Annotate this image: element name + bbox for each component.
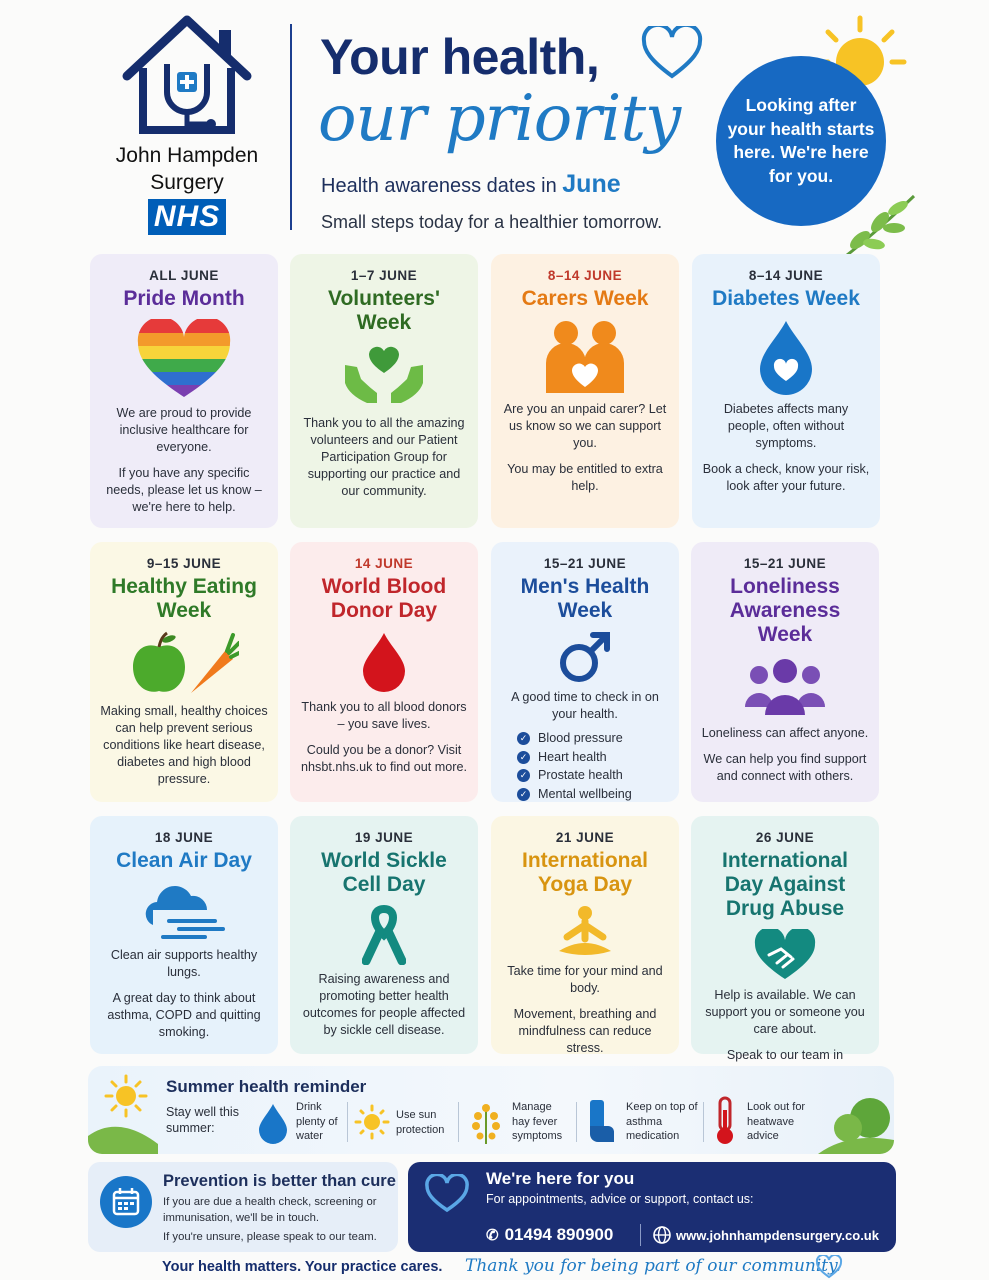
card-clean-air-day	[90, 816, 278, 1054]
divider	[703, 1102, 704, 1142]
thermometer-icon	[712, 1096, 738, 1146]
checklist-item: ✓ Heart health	[517, 748, 669, 767]
welcome-circle: Looking after your health starts here. We're here for you.	[716, 56, 886, 226]
card-title: International Day Against Drug Abuse	[721, 849, 848, 920]
card-date: 19 JUNE	[354, 830, 414, 845]
card-text: Raising awareness and promoting better health outcomes for people affected by sickle cell disease.	[302, 972, 466, 1037]
card-date: 21 JUNE	[555, 830, 615, 845]
card-title: Loneliness Awareness Week	[729, 575, 841, 646]
card-text: Could you be a donor? Visit nhsbt.nhs.uk to find out more.	[301, 743, 467, 774]
title-line2: our priority	[318, 82, 681, 156]
footer-thanks: Thank you for being part of our community.	[465, 1256, 841, 1276]
carers-icon	[540, 319, 630, 395]
globe-icon	[652, 1225, 672, 1245]
prevention-line: If you're unsure, please speak to our team.	[163, 1231, 377, 1243]
people-group-icon	[743, 657, 827, 717]
pollen-icon	[466, 1100, 506, 1144]
card-text: Clean air supports healthy lungs.	[110, 948, 258, 979]
prevention-line: If you are due a health check, screening or immunisation, we'll be in touch.	[163, 1196, 377, 1224]
contact-body: For appointments, advice or support, contact us:	[486, 1192, 754, 1206]
card-body	[100, 703, 268, 788]
divider	[347, 1102, 348, 1142]
blood-drop-icon	[359, 631, 409, 693]
summer-subtitle: Stay well this summer:	[166, 1105, 239, 1135]
card-mens-health-week	[491, 542, 679, 802]
card-title: Healthy Eating Week	[111, 575, 257, 622]
water-drop-icon	[256, 1102, 290, 1144]
card-date: 1–7 JUNE	[350, 268, 418, 283]
card-carers-week	[491, 254, 679, 528]
card-text: Making small, healthy choices can help prevent serious conditions like heart disease, diabetes and high blood pressure.	[100, 704, 268, 786]
card-world-sickle-cell-day	[290, 816, 478, 1054]
card-date: 9–15 JUNE	[146, 556, 222, 571]
card-date: 8–14 JUNE	[547, 268, 623, 283]
card-text: Diabetes affects many people, often without symptoms.	[723, 402, 849, 450]
hands-heart-icon	[339, 343, 429, 409]
heart-outline-icon	[640, 26, 704, 80]
handshake-heart-icon	[753, 929, 817, 981]
card-text: Movement, breathing and mindfulness can reduce stress.	[513, 1007, 657, 1055]
summer-item-heatwave: Look out for heatwave advice	[747, 1101, 806, 1142]
website-link[interactable]: www.johnhampdensurgery.co.uk	[676, 1228, 879, 1243]
checklist-item: ✓ Prostate health	[517, 766, 669, 785]
card-title: Carers Week	[521, 287, 649, 310]
sun-icon	[354, 1104, 390, 1140]
prevention-title: Prevention is better than cure	[163, 1172, 396, 1190]
card-title: Diabetes Week	[712, 287, 860, 310]
checklist-item: ✓ Blood pressure	[517, 729, 669, 748]
sun-icon	[104, 1074, 148, 1118]
card-body	[100, 405, 268, 516]
male-symbol-icon	[557, 629, 613, 685]
card-body	[501, 963, 669, 1057]
summer-title: Summer health reminder	[166, 1077, 367, 1096]
divider	[576, 1102, 577, 1142]
card-text: If you have any specific needs, please let us know – we're here to help.	[106, 466, 262, 514]
inhaler-icon	[584, 1098, 618, 1144]
hill-icon	[88, 1114, 158, 1154]
card-date: 15–21 JUNE	[543, 556, 627, 571]
card-body	[300, 971, 468, 1039]
card-text: Thank you to all the amazing volunteers and our Patient Participation Group for supporting our practice and our community.	[303, 416, 465, 498]
awareness-month: June	[562, 170, 621, 198]
prevention-body	[163, 1195, 395, 1246]
card-date: 26 JUNE	[755, 830, 815, 845]
divider	[458, 1102, 459, 1142]
card-text: Thank you to all blood donors – you save lives.	[301, 700, 467, 731]
cloud-wind-icon	[139, 881, 229, 941]
phone-number[interactable]	[486, 1225, 613, 1245]
card-title: International Yoga Day	[521, 849, 648, 896]
card-body	[300, 699, 468, 776]
card-date: 14 JUNE	[354, 556, 414, 571]
card-body	[300, 415, 468, 500]
summer-item-asthma: Keep on top of asthma medication	[626, 1101, 698, 1142]
trees-icon	[818, 1088, 894, 1154]
yoga-icon	[553, 905, 617, 957]
card-text: A good time to check in on your health.	[511, 690, 659, 721]
card-text: Help is available. We can support you or someone you care about.	[705, 988, 865, 1036]
footer-slogan: Your health matters. Your practice cares.	[162, 1259, 443, 1275]
header-divider	[290, 24, 292, 230]
card-title: World Blood Donor Day	[321, 575, 447, 622]
heart-outline-icon	[424, 1174, 470, 1214]
card-title: World Sickle Cell Day	[321, 849, 447, 896]
card-date: ALL JUNE	[149, 268, 219, 283]
card-text: Book a check, know your risk, look after your future.	[702, 462, 870, 493]
divider	[640, 1224, 641, 1246]
card-title: Men's Health Week	[520, 575, 650, 622]
card-text: You may be entitled to extra help.	[507, 462, 663, 493]
surgery-logo	[92, 14, 282, 239]
checklist	[517, 729, 669, 803]
card-date: 15–21 JUNE	[743, 556, 827, 571]
card-loneliness-awareness-week	[691, 542, 879, 802]
org-name-line2: Surgery	[150, 171, 224, 194]
card-international-yoga-day	[491, 816, 679, 1054]
card-date: 8–14 JUNE	[748, 268, 824, 283]
card-body	[702, 401, 870, 495]
phone-text: 01494 890900	[504, 1225, 614, 1244]
card-pride-month	[90, 254, 278, 528]
card-text: A great day to think about asthma, COPD and quitting smoking.	[107, 991, 261, 1039]
card-text: We are proud to provide inclusive healthcare for everyone.	[116, 406, 252, 454]
card-title: Volunteers' Week	[328, 287, 440, 334]
card-world-blood-donor-day	[290, 542, 478, 802]
phone-icon: ✆	[486, 1227, 499, 1244]
heart-outline-icon	[815, 1255, 843, 1279]
card-healthy-eating-week	[90, 542, 278, 802]
apple-carrot-icon	[129, 631, 239, 697]
card-body	[501, 401, 669, 495]
drop-heart-icon	[756, 319, 816, 395]
summer-item-water: Drink plenty of water	[296, 1101, 338, 1142]
summer-item-sun: Use sun protection	[396, 1109, 445, 1136]
house-stethoscope-icon	[117, 14, 257, 136]
ribbon-icon	[362, 905, 406, 965]
nhs-badge: NHS	[148, 199, 226, 235]
card-body	[100, 947, 268, 1041]
contact-title: We're here for you	[486, 1169, 635, 1188]
card-text: Loneliness can affect anyone.	[701, 726, 869, 740]
awareness-prefix: Health awareness dates in	[321, 175, 557, 197]
calendar-icon	[100, 1176, 152, 1228]
card-volunteers-week	[290, 254, 478, 528]
title-line1: Your health,	[320, 29, 600, 85]
card-text: Speak to our team in	[726, 1048, 844, 1062]
card-title: Clean Air Day	[116, 849, 252, 872]
card-text: Take time for your mind and body.	[507, 964, 663, 995]
card-text: We can help you find support and connect with others.	[703, 752, 867, 783]
card-title: Pride Month	[123, 287, 245, 310]
org-name-line1: John Hampden	[115, 144, 259, 167]
rainbow-heart-icon	[136, 319, 232, 399]
card-date: 18 JUNE	[154, 830, 214, 845]
tagline: Small steps today for a healthier tomorrow.	[321, 212, 663, 232]
awareness-heading	[321, 170, 621, 199]
card-text: Are you an unpaid carer? Let us know so we can support you.	[503, 402, 667, 450]
checklist-item: ✓ Mental wellbeing	[517, 785, 669, 804]
card-diabetes-week	[692, 254, 880, 528]
card-body	[701, 725, 869, 785]
card-body	[501, 689, 669, 723]
card-day-against-drug-abuse	[691, 816, 879, 1062]
summer-item-hayfever: Manage hay fever symptoms	[512, 1101, 563, 1142]
